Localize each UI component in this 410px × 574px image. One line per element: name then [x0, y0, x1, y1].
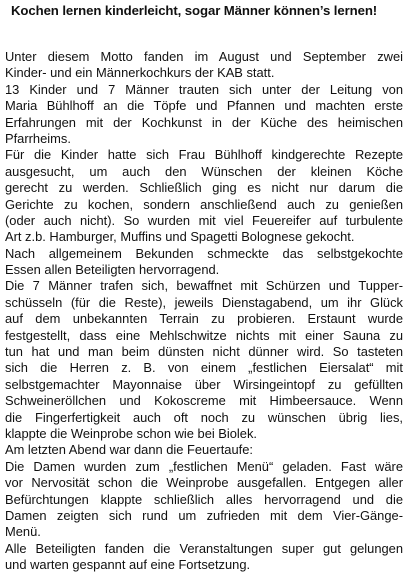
- text-line: Befürchtungen klappte schließlich alles hervorragend und die: [5, 491, 403, 507]
- text-line: Am letzten Abend war dann die Feuertaufe:: [5, 442, 253, 458]
- text-line: Für die Kinder hatte sich Frau Bühlhoff kindgerechte Rezepte: [5, 147, 403, 163]
- text-line: auf dem unbekannten Terrain zu probieren. Erstaunt wurde: [5, 311, 403, 327]
- text-line: Unter diesem Motto fanden im August und September zwei: [5, 49, 403, 64]
- text-line: Schweineröllchen und Kokoscreme mit Himbeersauce. Wenn: [5, 393, 403, 409]
- text-line: Nach allgemeinem Bekunden schmeckte das selbstgekochte: [5, 245, 403, 261]
- text-line: Die Damen wurden zum „festlichen Menü“ geladen. Fast wäre: [5, 458, 403, 474]
- text-line: 13 Kinder und 7 Männer trauten sich unter der Leitung von: [5, 81, 403, 97]
- text-line: Damen zeigten sich rund um zufrieden mit dem Vier-Gänge-: [5, 507, 403, 523]
- text-line: gerecht zu werden. Schließlich ging es nicht nur darum die: [5, 180, 403, 196]
- text-line: selbstgemachter Mayonnaise über Wirsingeintopf zu gefüllten: [5, 376, 403, 392]
- text-line: Art z.b. Hamburger, Muffins und Spagetti Bolognese gekocht.: [5, 229, 355, 245]
- text-line: Die 7 Männer trafen sich, bewaffnet mit Schürzen und Tupper-: [5, 278, 403, 294]
- text-line: Menü.: [5, 524, 41, 540]
- text-line: (oder auch nicht). So wurden mit viel Feuereifer auf turbulente: [5, 212, 403, 228]
- text-line: die Fingerfertigkeit auch oft noch zu wünschen übrig lies,: [5, 409, 403, 425]
- text-line: Gerichte zu kochen, sondern anschließend auch zu genießen: [5, 196, 403, 212]
- text-line: klappte die Weinprobe schon wie bei Biolek.: [5, 425, 257, 441]
- text-line: sich die Herren z. B. von einem „festlichen Eiersalat“ mit: [5, 360, 403, 376]
- text-line: Pfarrheims.: [5, 130, 71, 146]
- text-line: vor Nervosität schon die Weinprobe ausgefallen. Entgegen aller: [5, 475, 403, 491]
- text-line: Kinder- und ein Männerkochkurs der KAB statt.: [5, 65, 275, 81]
- article-body: [5, 49, 403, 574]
- text-line: ausgesucht, um auch den Wünschen der kleinen Köche: [5, 163, 403, 179]
- article-title: Kochen lernen kinderleicht, sogar Männer können’s lernen!: [11, 3, 378, 18]
- text-line: schüsseln (für die Reste), jeweils Dienstagabend, um ihr Glück: [5, 294, 403, 310]
- text-line: Maria Bühlhoff an die Töpfe und Pfannen und machten erste: [5, 98, 403, 114]
- text-line: tun hat und man beim dünsten nicht dünner wird. So tasteten: [5, 344, 403, 360]
- text-line: Erfahrungen mit der Kochkunst in der Küche des heimischen: [5, 114, 403, 130]
- text-line: Alle Beteiligten fanden die Veranstaltungen super gut gelungen: [5, 540, 403, 556]
- text-line: festgestellt, dass eine Mehlschwitze nichts mit einer Sauna zu: [5, 327, 403, 343]
- text-line: und warten gespannt auf eine Fortsetzung.: [5, 557, 251, 573]
- text-line: Essen allen Beteiligten hervorragend.: [5, 262, 220, 278]
